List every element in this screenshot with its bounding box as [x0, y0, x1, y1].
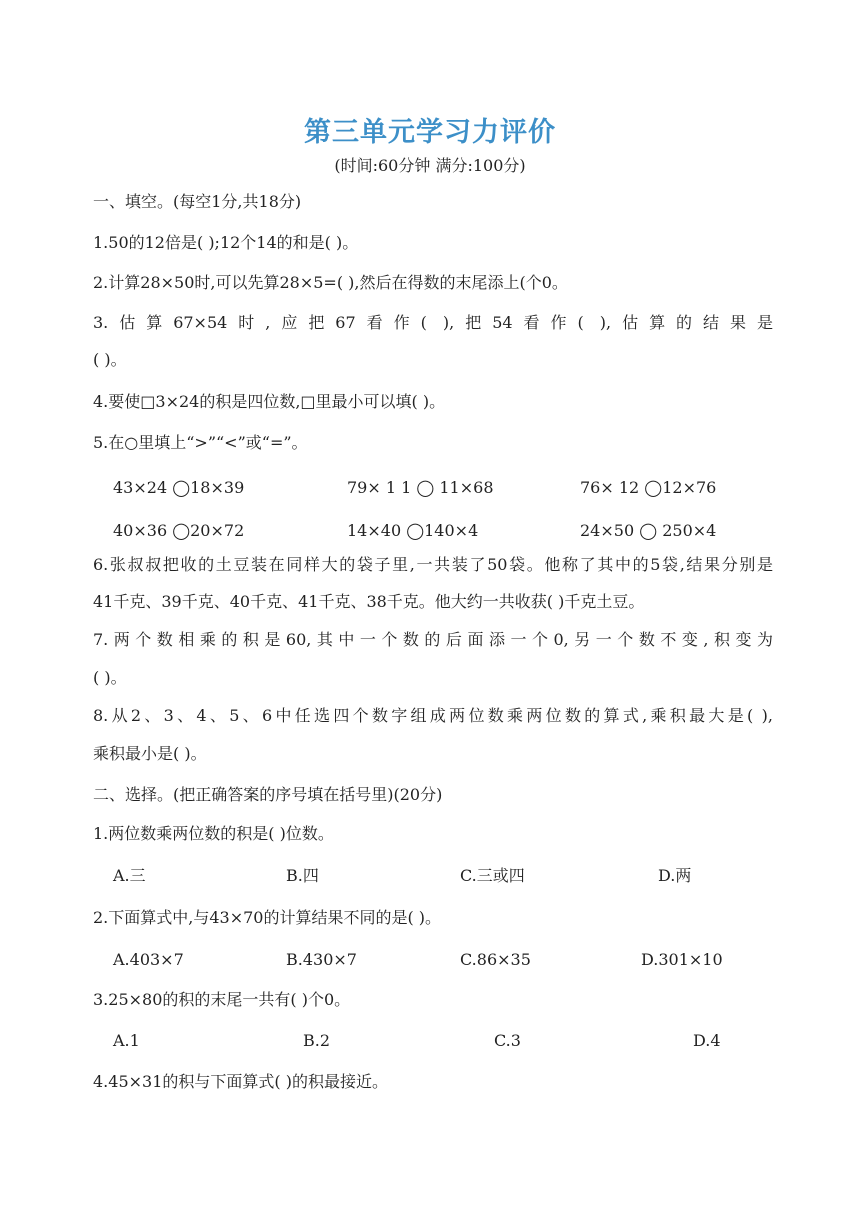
q2-1: 1.两位数乘两位数的积是( )位数。: [93, 824, 334, 843]
q2-2: 2.下面算式中,与43×70的计算结果不同的是( )。: [93, 908, 442, 927]
q2-3: 3.25×80的积的末尾一共有( )个0。: [93, 990, 351, 1009]
option: A.1: [113, 1031, 140, 1050]
compare-item: 14×40 ◯140×4: [347, 521, 479, 540]
q1-4: 4.要使□3×24的积是四位数,□里最小可以填( )。: [93, 392, 446, 411]
q1-1: 1.50的12倍是( );12个14的和是( )。: [93, 233, 359, 252]
option: A.三: [113, 866, 146, 885]
option: B.430×7: [286, 950, 357, 969]
option: D.301×10: [641, 950, 723, 969]
q1-6-line2: 41千克、39千克、40千克、41千克、38千克。他大约一共收获( )千克土豆。: [93, 592, 645, 611]
q1-8-line2: 乘积最小是( )。: [93, 744, 207, 763]
q1-5: 5.在○里填上“>”“<”或“=”。: [93, 433, 308, 452]
compare-item: 43×24 ◯18×39: [113, 478, 245, 497]
compare-item: 76× 12 ◯12×76: [580, 478, 717, 497]
compare-item: 40×36 ◯20×72: [113, 521, 245, 540]
option: B.2: [303, 1031, 331, 1050]
section1-heading: 一、填空。(每空1分,共18分): [93, 192, 302, 211]
compare-item: 79× 1 1 ◯ 11×68: [347, 478, 494, 497]
option: A.403×7: [113, 950, 184, 969]
option: C.86×35: [460, 950, 531, 969]
q1-2: 2.计算28×50时,可以先算28×5=( ),然后在得数的末尾添上(个0。: [93, 273, 568, 292]
option: D.两: [658, 866, 692, 885]
q1-3-line2: ( )。: [93, 350, 127, 369]
option: D.4: [693, 1031, 721, 1050]
section2-heading: 二、选择。(把正确答案的序号填在括号里)(20分): [93, 785, 443, 804]
page-title: 第三单元学习力评价: [304, 117, 556, 148]
q1-6-line1: 6.张叔叔把收的土豆装在同样大的袋子里,一共装了50袋。他称了其中的5袋,结果分别是: [93, 555, 773, 574]
option: C.3: [494, 1031, 521, 1050]
compare-item: 24×50 ◯ 250×4: [580, 521, 717, 540]
option: C.三或四: [460, 866, 525, 885]
option: B.四: [286, 866, 319, 885]
page-subtitle: (时间:60分钟 满分:100分): [334, 156, 526, 175]
q1-8-line1: 8.从2、3、4、5、6中任选四个数字组成两位数乘两位数的算式,乘积最大是( ),: [93, 706, 773, 725]
q2-4: 4.45×31的积与下面算式( )的积最接近。: [93, 1072, 388, 1091]
q1-3-line1: 3.估算67×54时,应把67看作( ),把54看作( ),估算的结果是: [93, 313, 773, 332]
q1-7-line1: 7.两个数相乘的积是60,其中一个数的后面添一个0,另一个数不变,积变为: [93, 630, 773, 649]
q1-7-line2: ( )。: [93, 668, 127, 687]
